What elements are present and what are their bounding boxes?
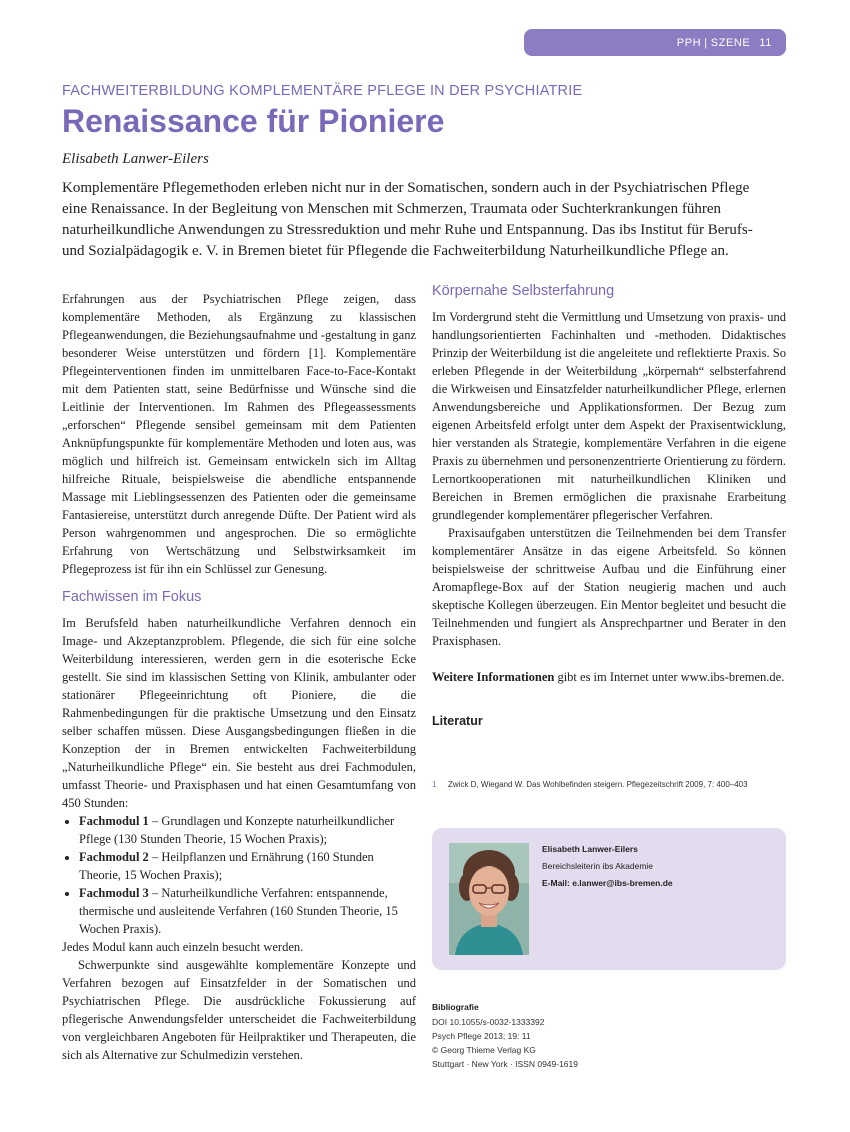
- reference-number: 1: [432, 780, 437, 789]
- module-list: [62, 812, 416, 938]
- bibliography-line: DOI 10.1055/s-0032-1333392: [432, 1017, 545, 1027]
- right-column: [432, 281, 786, 730]
- reference-text: Zwick D, Wiegand W. Das Wohlbefinden steigern. Pflegezeitschrift 2009, 7: 400–403: [448, 780, 748, 789]
- more-info-paragraph: [432, 668, 786, 686]
- intro-paragraph: Erfahrungen aus der Psychiatrischen Pflege zeigen, dass komplementäre Methoden, als Ergänzung zu klassischen Pflegeanwendungen, die Beziehungsaufnahme und -gestaltung in ganz besonderer Weise unterstützen und fördern [1]. Komplementäre Pflegeinterventionen finden im unmittelbaren Face-to-Face-Kontakt mit dem Patienten statt, seine Bedürfnisse und Wünsche sind die Leitlinie der Interventionen. Im Rahmen des Pflegeassessments „erforschen“ Pflegende sensibel gemeinsam mit dem Patienten Anknüpfungspunkte für komplementäre Methoden und loten aus, was möglich und hilfreich ist. Gemeinsam entwickeln sich im Alltag hilfreiche Rituale, beispielsweise die abendliche entspannende Massage mit Lieblingsessenzen des Patienten oder die gemeinsame Fantasiereise, unterstützt durch anregende Düfte. Der Patient wird als Person wahrgenommen und angesprochen. Die so ermöglichte Erfahrung von Wertschätzung und Selbstwirksamkeit im Pflegeprozess ist für ihn ein Schlüssel zur Genesung.: [62, 292, 416, 576]
- module-name: Fachmodul 3: [79, 886, 149, 900]
- module-name: Fachmodul 1: [79, 814, 149, 828]
- article-lead: Komplementäre Pflegemethoden erleben nicht nur in der Somatischen, sondern auch in der Psychiatrischen Pflege eine Renaissance. In der Begleitung von Menschen mit Schmerzen, Traumata oder Suchterkrankungen führen naturheilkundliche Anwendungen zu Stressreduktion und mehr Ruhe und Entspannung. Das ibs Institut für Berufs- und Sozialpädagogik e. V. in Bremen bietet für Pflegende die Fachweiterbildung Naturheilkundliche Pflege an.: [62, 180, 753, 259]
- page-number: 11: [759, 36, 772, 49]
- bibliography-line: © Georg Thieme Verlag KG: [432, 1045, 536, 1055]
- author-box-email: E-Mail: e.lanwer@ibs-bremen.de: [542, 878, 673, 888]
- section-heading-fachwissen: Fachwissen im Fokus: [62, 589, 202, 605]
- body-paragraph: Im Berufsfeld haben naturheilkundliche Verfahren dennoch ein Image- und Akzeptanzproblem. Pflegende, die sich für eine solche Weiterbildung interessieren, werden gern in die esoterische Ecke gestellt. Sie sind im klassischen Setting von Klinik, ambulanter oder stationärer Pflegeeinrichtung oft Pioniere, die die Rahmenbedingungen für die praktische Umsetzung und den Einsatz selber schaffen müssen. Diese Ausgangsbedingungen fließen in die Konzeption der in Bremen entwickelten Fachweiterbildung „Naturheilkundliche Pflege“ ein. Sie besteht aus drei Fachmodulen, umfasst Theorie- und Praxisphasen und hat einen Gesamtumfang von 450 Stunden:: [62, 616, 416, 810]
- article-title: Renaissance für Pioniere: [62, 103, 445, 139]
- list-item: [79, 848, 416, 884]
- bibliography: [432, 1000, 578, 1071]
- bibliography-line: Stuttgart · New York · ISSN 0949-1619: [432, 1059, 578, 1069]
- more-info-label: Weitere Informationen: [432, 670, 555, 684]
- module-name: Fachmodul 2: [79, 850, 149, 864]
- journal-name: PPH: [676, 36, 702, 49]
- author-photo: [449, 843, 529, 955]
- more-info-text: gibt es im Internet unter www.ibs-bremen.de.: [554, 670, 785, 684]
- list-item: [79, 812, 416, 848]
- module-description: – Naturheilkundliche Verfahren: entspannende, thermische und ausleitende Verfahren (160 Stunden Theorie, 15 Wochen Praxis).: [79, 886, 398, 936]
- body-paragraph: Jedes Modul kann auch einzeln besucht werden.: [62, 940, 304, 954]
- literature-heading: Literatur: [432, 714, 483, 728]
- author-box-role: Bereichsleiterin ibs Akademie: [542, 861, 654, 871]
- section-heading-koerpernahe: Körpernahe Selbsterfahrung: [432, 283, 615, 299]
- module-description: – Grundlagen und Konzepte naturheilkundlicher Pflege (130 Stunden Theorie, 15 Wochen Praxis);: [79, 814, 395, 846]
- author-box-name: Elisabeth Lanwer-Eilers: [542, 844, 638, 854]
- article-author: Elisabeth Lanwer-Eilers: [62, 151, 209, 167]
- bibliography-line: Psych Pflege 2013; 19: 11: [432, 1031, 531, 1041]
- body-paragraph: Im Vordergrund steht die Vermittlung und Umsetzung von praxis- und handlungsorientierten Fachinhalten und -methoden. Didaktisches Prinzip der Weiterbildung ist die angeleitete und reflektierte Praxis. So erleben Pflegende in der Weiterbildung „körpernah“ selbsterfahrend die Wirkweisen und Einsatzfelder naturheilkundlicher Pflege, erlernen Anwendungsbereiche und Applikationsformen. Der Bezug zum eigenen Arbeitsfeld erfolgt unter dem Aspekt der Praxisentwicklung, hier verstanden als Strategie, komplementäre Verfahren in die eigene Praxis zu übernehmen und personenzentrierte Orientierung zu fördern. Lernortkooperationen mit naturheilkundlichen Kliniken und Bereichen in Bremen ermöglichen die praxisnahe Erarbeitung grundlegender komplementärer pflegerischer Verfahren.: [432, 310, 786, 522]
- body-paragraph: Praxisaufgaben unterstützen die Teilnehmenden bei dem Transfer komplementärer Ansätze in das eigene Arbeitsfeld. So können beispielsweise der schrittweise Aufbau und die Einführung einer Aromapflege-Box auf der Station neugierig machen und auch skeptische Kollegen überzeugen. Ein Mentor begleitet und besucht die Teilnehmenden und fungiert als Ansprechpartner und Berater in den Praxisphasen.: [432, 526, 786, 648]
- body-paragraph: Schwerpunkte sind ausgewählte komplementäre Konzepte und Verfahren bezogen auf Einsatzfelder in der Somatischen und Psychiatrischen Pflege. Die ausdrückliche Fokussierung auf pflegerische Anwendungsfelder unterscheidet die Fachweiterbildung von vergleichbaren Angeboten für Heilpraktiker und Therapeuten, die sich als Alternative zur Schulmedizin verstehen.: [62, 958, 416, 1062]
- section-name: SZENE: [710, 36, 751, 49]
- author-portrait-image: [449, 843, 529, 955]
- author-box-text: [542, 841, 673, 892]
- header-tab: [524, 29, 786, 56]
- journal-separator: |: [704, 36, 708, 49]
- left-column: [62, 290, 416, 1064]
- article-kicker: FACHWEITERBILDUNG KOMPLEMENTÄRE PFLEGE IN DER PSYCHIATRIE: [62, 83, 583, 99]
- module-description: – Heilpflanzen und Ernährung (160 Stunden Theorie, 15 Wochen Praxis);: [79, 850, 374, 882]
- author-box: [432, 828, 786, 970]
- list-item: [79, 884, 416, 938]
- bibliography-heading: Bibliografie: [432, 1002, 479, 1012]
- reference-item: [432, 780, 786, 789]
